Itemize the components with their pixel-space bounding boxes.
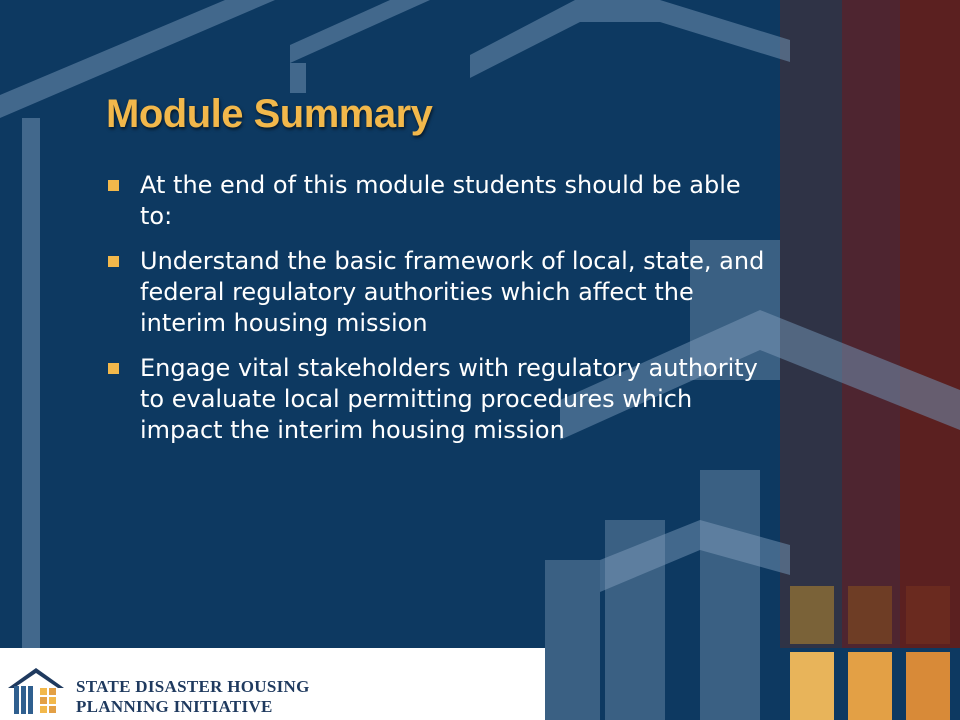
stripe-dark-red — [900, 0, 960, 648]
wall-left — [22, 118, 40, 648]
bullet-item — [104, 353, 774, 446]
roof-right — [470, 0, 790, 78]
square-2 — [848, 586, 892, 644]
roof-mid — [290, 0, 430, 63]
square-1 — [790, 586, 834, 644]
org-name-line2: PLANNING INITIATIVE — [76, 697, 273, 716]
square-3 — [906, 586, 950, 644]
square-5 — [848, 652, 892, 720]
square-bullet-icon — [108, 256, 119, 267]
bullet-text: Engage vital stakeholders with regulatory authority to evaluate local permitting procedures which impact the interim housing mission — [140, 354, 758, 444]
org-name — [76, 677, 310, 717]
square-bullet-icon — [108, 363, 119, 374]
org-name-line1: STATE DISASTER HOUSING — [76, 677, 310, 696]
house-logo-icon — [6, 662, 70, 716]
square-6 — [906, 652, 950, 720]
panel-b — [605, 520, 665, 720]
panel-a — [545, 560, 600, 720]
square-bullet-icon — [108, 180, 119, 191]
stripe-maroon — [842, 0, 900, 648]
bullet-item — [104, 170, 774, 232]
bullet-text: Understand the basic framework of local, state, and federal regulatory authorities which affect the interim housing mission — [140, 247, 765, 337]
bullet-item — [104, 246, 774, 339]
bullet-list — [104, 170, 774, 460]
bullet-text: At the end of this module students should be able to: — [140, 171, 741, 230]
slide-title: Module Summary — [106, 92, 433, 136]
wall-inner — [290, 63, 306, 93]
square-4 — [790, 652, 834, 720]
panel-c — [700, 470, 760, 720]
